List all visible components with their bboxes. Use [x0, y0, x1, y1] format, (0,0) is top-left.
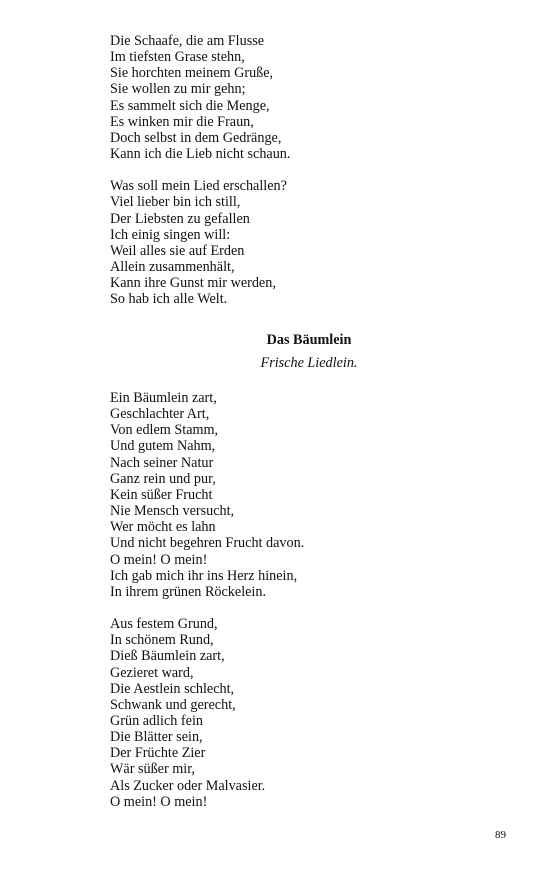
verse-line: Es winken mir die Fraun, [110, 113, 254, 130]
verse-line: Weil alles sie auf Erden [110, 242, 245, 259]
verse-line: O mein! O mein! [110, 551, 208, 568]
verse-line: Nach seiner Natur [110, 454, 214, 471]
verse-line: Ein Bäumlein zart, [110, 390, 217, 406]
verse-line: Nie Mensch versucht, [110, 503, 235, 520]
verse-line: Wer möcht es lahn [110, 519, 216, 536]
stanza-1 [110, 390, 490, 600]
stanza-2 [110, 616, 490, 810]
verse-line: Gezieret ward, [110, 664, 194, 681]
verse-line: Der Früchte Zier [110, 745, 206, 762]
verse-line: So hab ich alle Welt. [110, 291, 228, 308]
verse-line: In schönem Rund, [110, 632, 214, 649]
verse-line: Ich gab mich ihr ins Herz hinein, [110, 567, 298, 584]
verse-line: Der Liebsten zu gefallen [110, 210, 250, 227]
poem-title: Das Bäumlein [266, 332, 352, 348]
verse-line: Die Blätter sein, [110, 729, 203, 746]
verse-line: Und nicht begehren Frucht davon. [110, 535, 305, 552]
poem-subtitle: Frische Liedlein. [260, 355, 358, 371]
verse-line: Als Zucker oder Malvasier. [110, 777, 266, 794]
stanza-2 [110, 178, 490, 307]
verse-line: Schwank und gerecht, [110, 696, 236, 713]
verse-line: In ihrem grünen Röckelein. [110, 583, 267, 600]
verse-line: Es sammelt sich die Menge, [110, 97, 270, 114]
stanza-1 [110, 33, 490, 162]
verse-line: Von edlem Stamm, [110, 422, 219, 439]
verse-line: Die Schaafe, die am Flusse [110, 33, 265, 49]
verse-line: Allein zusammenhält, [110, 259, 235, 276]
verse-line: Aus festem Grund, [110, 616, 218, 633]
poem-heading [0, 332, 550, 371]
verse-line: Kann ihre Gunst mir werden, [110, 275, 276, 292]
verse-line: O mein! O mein! [110, 793, 208, 810]
verse-line: Die Aestlein schlecht, [110, 680, 235, 697]
verse-line: Dieß Bäumlein zart, [110, 648, 225, 665]
verse-line: Grün adlich fein [110, 712, 203, 729]
verse-line: Im tiefsten Grase stehn, [110, 49, 245, 66]
verse-line: Sie wollen zu mir gehn; [110, 81, 246, 98]
verse-line: Ich einig singen will: [110, 226, 231, 243]
poem-continued [110, 33, 490, 308]
verse-line: Ganz rein und pur, [110, 470, 216, 487]
verse-line: Geschlachter Art, [110, 406, 210, 423]
verse-line: Und gutem Nahm, [110, 438, 216, 455]
verse-line: Sie horchten meinem Gruße, [110, 65, 274, 82]
poem-das-baeumlein [110, 390, 490, 810]
verse-line: Kann ich die Lieb nicht schaun. [110, 146, 291, 163]
verse-line: Wär süßer mir, [110, 761, 195, 778]
verse-line: Was soll mein Lied erschallen? [110, 178, 287, 195]
verse-line: Viel lieber bin ich still, [110, 194, 241, 211]
verse-line: Doch selbst in dem Gedränge, [110, 129, 282, 146]
verse-line: Kein süßer Frucht [110, 486, 213, 503]
page-number: 89 [495, 829, 506, 841]
